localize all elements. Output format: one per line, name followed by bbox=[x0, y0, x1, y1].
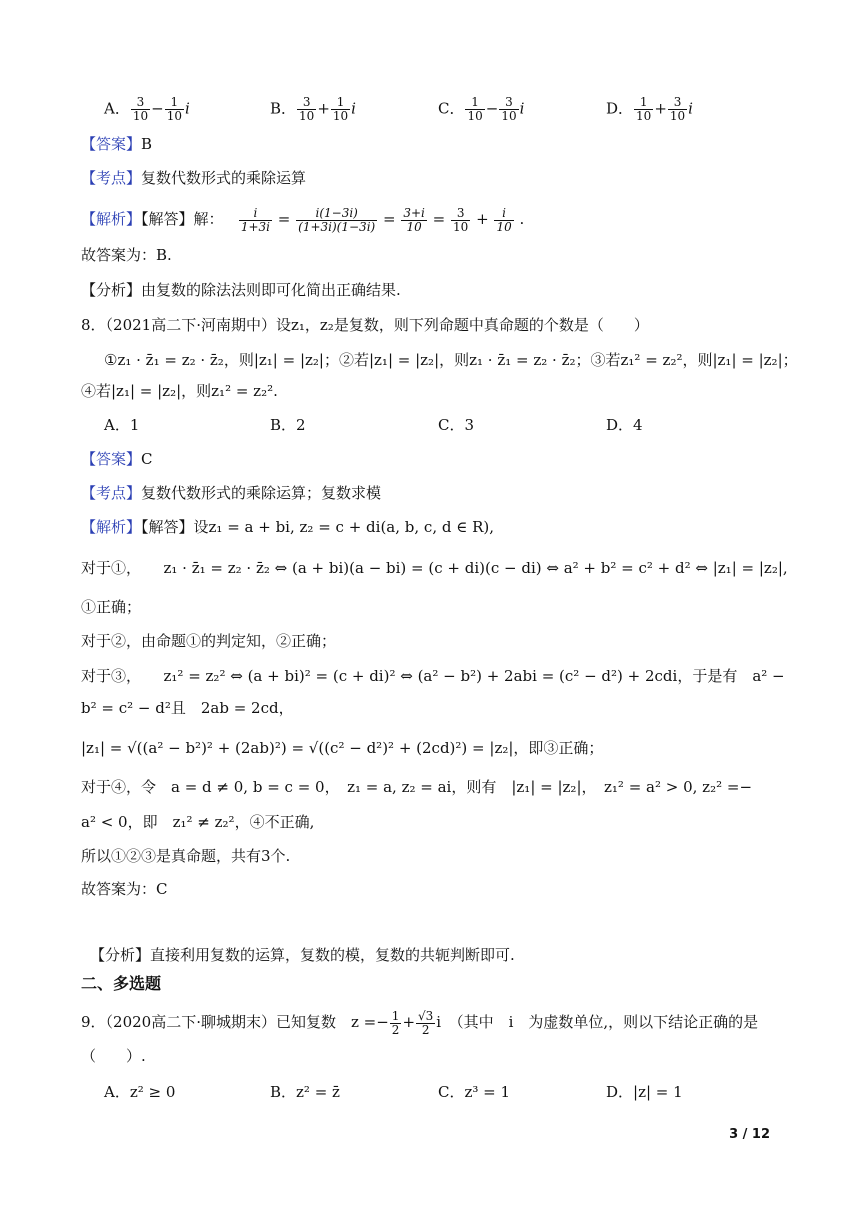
q8-step-10: 故答案为：C bbox=[81, 880, 168, 898]
q9-stem-end: （ ）. bbox=[81, 1047, 146, 1065]
q9-option-d: D．|z| = 1 bbox=[606, 1083, 683, 1101]
q8-stem: 8．（2021高二下·河南期中）设z₁，z₂是复数，则下列命题中真命题的个数是（ ） bbox=[81, 316, 649, 334]
section-heading: 二、多选题 bbox=[81, 974, 162, 993]
q8-props-line2: ④若|z₁| = |z₂|，则z₁² = z₂². bbox=[81, 382, 278, 400]
q8-point: 【考点】复数代数形式的乘除运算；复数求模 bbox=[81, 484, 382, 502]
q8-props-line1: ①z₁ · z̄₁ = z₂ · z̄₂，则|z₁| = |z₂|；②若|z₁| = |z₂|，则z₁ · z̄₁ = z₂ · z̄₂；③若z₁² = z₂²，则|z₁| = |z₂|； bbox=[104, 351, 798, 369]
q8-step-2: ①正确； bbox=[81, 598, 142, 616]
q8-step-8: a² < 0，即 z₁² ≠ z₂²，④不正确, bbox=[81, 813, 315, 831]
q7-option-d: D． $\frac{1}{10}$ + $\frac{3}{10}$ i bbox=[606, 95, 693, 123]
q7-analysis: 【解析】【解答】解： $\frac{i}{1+3i}$ = $\frac{i(1-3i)}{(1+3i)(1-3i)}$ = $\frac{3+i}{10}$ = $\frac{3}{10}$ + $\frac{i}{10}$ . bbox=[81, 205, 525, 234]
q8-step-7: 对于④，令 a = d ≠ 0, b = c = 0， z₁ = a, z₂ = ai，则有 |z₁| = |z₂|， z₁² = a² > 0, z₂² =− bbox=[81, 778, 753, 796]
q8-step-3: 对于②，由命题①的判定知，②正确； bbox=[81, 632, 337, 650]
q8-step-4: 对于③， z₁² = z₂² ⇔ (a + bi)² = (c + di)² ⇔ (a² − b²) + 2abi = (c² − d²) + 2cdi，于是有 a² − bbox=[81, 667, 785, 685]
q8-step-1: 对于①， z₁ · z̄₁ = z₂ · z̄₂ ⇔ (a + bi)(a − bi) = (c + di)(c − di) ⇔ a² + b² = c² + d² ⇔ |z₁| = |z₂|, bbox=[81, 559, 788, 577]
q8-solution: 【解析】【解答】设z₁ = a + bi, z₂ = c + di(a, b, c, d ∈ R), bbox=[81, 518, 495, 536]
q8-option-c: C．3 bbox=[438, 416, 475, 434]
q8-option-b: B．2 bbox=[270, 416, 306, 434]
q7-option-a: A． $\frac{3}{10}$ − $\frac{1}{10}$ i bbox=[104, 95, 190, 123]
q7-answer: 【答案】B bbox=[81, 135, 153, 153]
q9-option-b: B．z² = z̄ bbox=[270, 1083, 340, 1101]
q8-answer: 【答案】C bbox=[81, 450, 153, 468]
q8-option-d: D．4 bbox=[606, 416, 643, 434]
q7-option-b: B． $\frac{3}{10}$ + $\frac{1}{10}$ i bbox=[270, 95, 356, 123]
q7-option-c: C． $\frac{1}{10}$ − $\frac{3}{10}$ i bbox=[438, 95, 525, 123]
q8-option-a: A．1 bbox=[104, 416, 140, 434]
q9-stem: 9．（2020高二下·聊城期末）已知复数 z =− $\frac{1}{2}$ + $\frac{√3}{2}$ i （其中 i 为虚数单位,，则以下结论正确的是 bbox=[81, 1008, 759, 1037]
q7-conclusion: 故答案为：B. bbox=[81, 246, 172, 264]
page-number: 3 / 12 bbox=[729, 1127, 770, 1142]
q7-summary: 【分析】由复数的除法法则即可化简出正确结果. bbox=[81, 281, 401, 299]
q8-step-9: 所以①②③是真命题，共有3个. bbox=[81, 847, 291, 865]
q9-option-a: A．z² ≥ 0 bbox=[104, 1083, 176, 1101]
q8-step-5: b² = c² − d²且 2ab = 2cd， bbox=[81, 699, 294, 717]
q8-summary: 【分析】直接利用复数的运算，复数的模，复数的共轭判断即可. bbox=[90, 946, 515, 964]
q7-point: 【考点】复数代数形式的乘除运算 bbox=[81, 169, 307, 187]
q8-step-6: |z₁| = √((a² − b²)² + (2ab)²) = √((c² − d²)² + (2cd)²) = |z₂|，即③正确； bbox=[81, 739, 604, 757]
q9-option-c: C．z³ = 1 bbox=[438, 1083, 511, 1101]
